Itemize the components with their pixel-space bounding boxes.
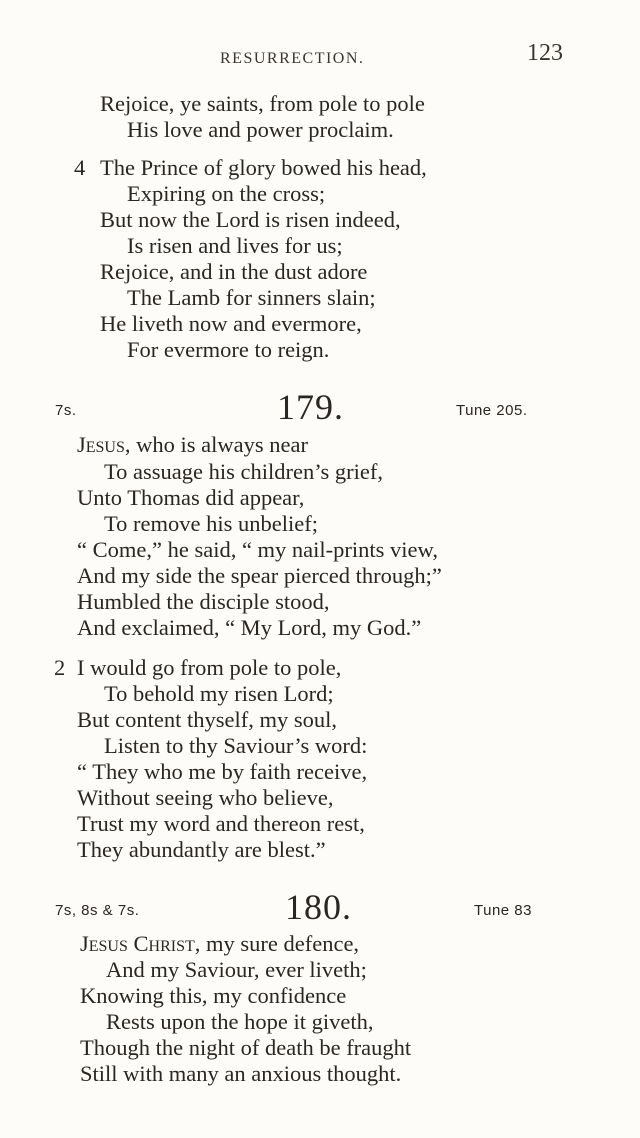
verse-line: He liveth now and evermore, — [100, 311, 362, 336]
first-words: Jesus Christ, — [80, 931, 201, 956]
verse-line — [80, 931, 359, 957]
tune-reference: Tune 205. — [456, 402, 528, 419]
verse-line: Listen to thy Saviour’s word: — [104, 733, 368, 758]
verse-line: But now the Lord is risen indeed, — [100, 207, 401, 232]
tune-reference: Tune 83 — [474, 902, 532, 919]
verse-line: Knowing this, my confidence — [80, 983, 347, 1008]
verse-line: I would go from pole to pole, — [77, 655, 342, 680]
verse-line: And exclaimed, “ My Lord, my God.” — [77, 615, 422, 640]
verse-line: For evermore to reign. — [127, 337, 330, 362]
verse-line: Still with many an anxious thought. — [80, 1061, 402, 1086]
verse-line: To remove his unbelief; — [104, 511, 318, 536]
verse-line: Humbled the disciple stood, — [77, 589, 330, 614]
hymn-number: 179. — [277, 387, 344, 427]
verse-line: Rests upon the hope it giveth, — [106, 1009, 374, 1034]
verse-line: To assuage his children’s grief, — [104, 459, 383, 484]
hymn-number: 180. — [285, 887, 352, 927]
verse-line: Without seeing who believe, — [77, 785, 334, 810]
verse-line: Unto Thomas did appear, — [77, 485, 305, 510]
verse-line: And my Saviour, ever liveth; — [106, 957, 367, 982]
hymn-meter: 7s, 8s & 7s. — [55, 902, 140, 919]
verse-line — [77, 432, 308, 458]
verse-line: The Prince of glory bowed his head, — [100, 155, 427, 180]
first-word: Jesus, — [77, 432, 131, 457]
verse-line: Though the night of death be fraught — [80, 1035, 412, 1060]
verse-line: And my side the spear pierced through;” — [77, 563, 442, 588]
verse-line: Rejoice, ye saints, from pole to pole — [100, 91, 425, 116]
verse-line: Is risen and lives for us; — [127, 233, 343, 258]
verse-line: Expiring on the cross; — [127, 181, 326, 206]
verse-number: 2 — [54, 655, 66, 680]
verse-line: To behold my risen Lord; — [104, 681, 334, 706]
verse-number: 4 — [74, 155, 86, 180]
hymn-meter: 7s. — [55, 402, 77, 419]
page-number: 123 — [527, 40, 563, 66]
verse-line: The Lamb for sinners slain; — [127, 285, 376, 310]
verse-line: Trust my word and thereon rest, — [77, 811, 365, 836]
verse-line: They abundantly are blest.” — [77, 837, 326, 862]
verse-line: But content thyself, my soul, — [77, 707, 337, 732]
first-line-rest: who is always near — [130, 432, 308, 457]
running-head: RESURRECTION. — [220, 50, 365, 67]
verse-line: “ They who me by faith receive, — [77, 759, 368, 784]
verse-line: His love and power proclaim. — [127, 117, 394, 142]
verse-line: Rejoice, and in the dust adore — [100, 259, 368, 284]
verse-line: “ Come,” he said, “ my nail-prints view, — [77, 537, 438, 562]
first-line-rest: my sure defence, — [200, 931, 360, 956]
